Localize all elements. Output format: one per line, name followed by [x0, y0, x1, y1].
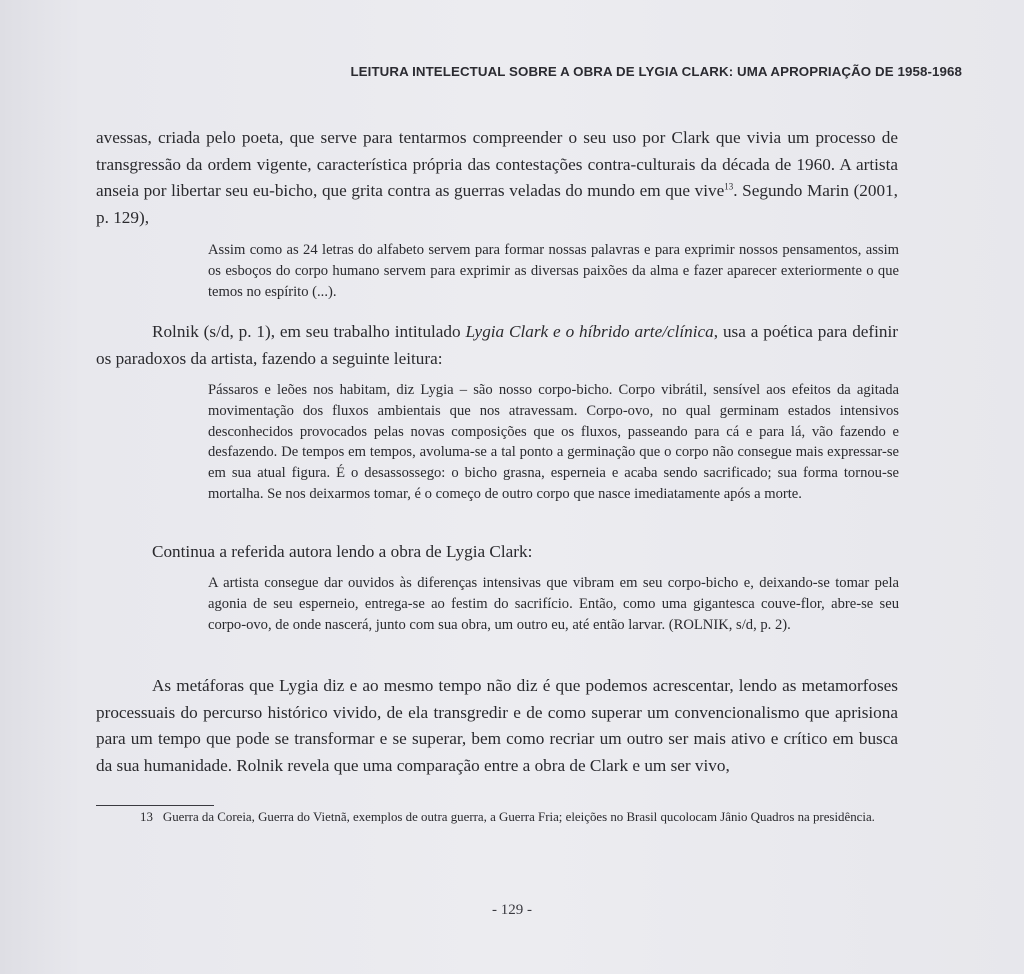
paragraph-text-continued: . Segundo Marin (2001, p. 129), — [96, 181, 898, 227]
running-header: LEITURA INTELECTUAL SOBRE A OBRA DE LYGIA CLARK: UMA APROPRIAÇÃO DE 1958-1968 — [350, 64, 962, 79]
footnote-number: 13 — [140, 810, 153, 824]
paragraph-text-continued: , usa a poética para definir os paradoxos da artista, fazendo a seguinte leitura: — [96, 322, 899, 368]
block-quote-marin: Assim como as 24 letras do alfabeto servem para formar nossas palavras e para exprimir nossos pensamentos, assim os esboços do corpo humano servem para exprimir as diversas paixões da alma e fazer aparecer exteriormente o que temos no espírito (...). — [208, 242, 899, 300]
footnote — [140, 808, 904, 827]
paragraph-continua: Continua a referida autora lendo a obra de Lygia Clark: — [152, 542, 533, 561]
footnote-separator — [96, 805, 214, 806]
paragraph-marin-intro — [96, 125, 898, 231]
footnote-reference: 13 — [724, 181, 734, 192]
block-quote-rolnik-1: Pássaros e leões nos habitam, diz Lygia – são nosso corpo-bicho. Corpo vibrátil, sensível aos efeitos da agitada movimentação dos fluxos ambientais que nos atravessam. Corpo-ovo, no qual germinam estados intensivos desconhecidos provocados pelas novas composições que os fluxos, passeando para cá e para lá, vão fazendo e desfazendo. De tempos em tempos, avoluma-se a tal ponto a germinação que o corpo não consegue mais expressar-se em sua atual figura. É o desassossego: o bicho grasna, esperneia e acaba sendo sacrificado; sua forma tornou-se mortalha. Se nos deixarmos tomar, é o começo de outro corpo que nasce imediatamente após a morte. — [208, 382, 899, 502]
block-quote-rolnik-2: A artista consegue dar ouvidos às diferenças intensivas que vibram em seu corpo-bicho e, deixando-se tomar pela agonia de seu esperneio, entrega-se ao festim do sacrifício. Então, como uma gigantesca couve-flor, abre-se seu corpo-ovo, de onde nascerá, junto com sua obra, um outro eu, até então larvar. (ROLNIK, s/d, p. 2). — [208, 575, 899, 633]
footnote-text: Guerra da Coreia, Guerra do Vietnã, exemplos de outra guerra, a Guerra Fria; eleições no Brasil qucolocam Jânio Quadros na presidência. — [162, 810, 875, 824]
paragraph-text: avessas, criada pelo poeta, que serve para tentarmos compreender o seu uso por Clark que vivia um processo de transgressão da ordem vigente, característica própria das contestações contra-culturais da década de 1960. A artista anseia por libertar seu eu-bicho, que grita contra as guerras veladas do mundo em que vive — [96, 128, 898, 200]
work-title: Lygia Clark e o híbrido arte/clínica — [465, 322, 714, 341]
paragraph-text: Rolnik (s/d, p. 1), em seu trabalho intitulado — [152, 322, 466, 341]
paragraph-rolnik — [96, 319, 898, 372]
paragraph-metaforas: As metáforas que Lygia diz e ao mesmo tempo não diz é que podemos acrescentar, lendo as metamorfoses processuais do percurso histórico vivido, de ela transgredir e de como superar um convencionalismo que aprisiona para um tempo que pode se transformar e se superar, bem como recriar um outro ser mais ativo e crítico em busca da sua humanidade. Rolnik revela que uma comparação entre a obra de Clark e um ser vivo, — [96, 676, 898, 775]
page-number: - 129 - — [492, 902, 532, 918]
